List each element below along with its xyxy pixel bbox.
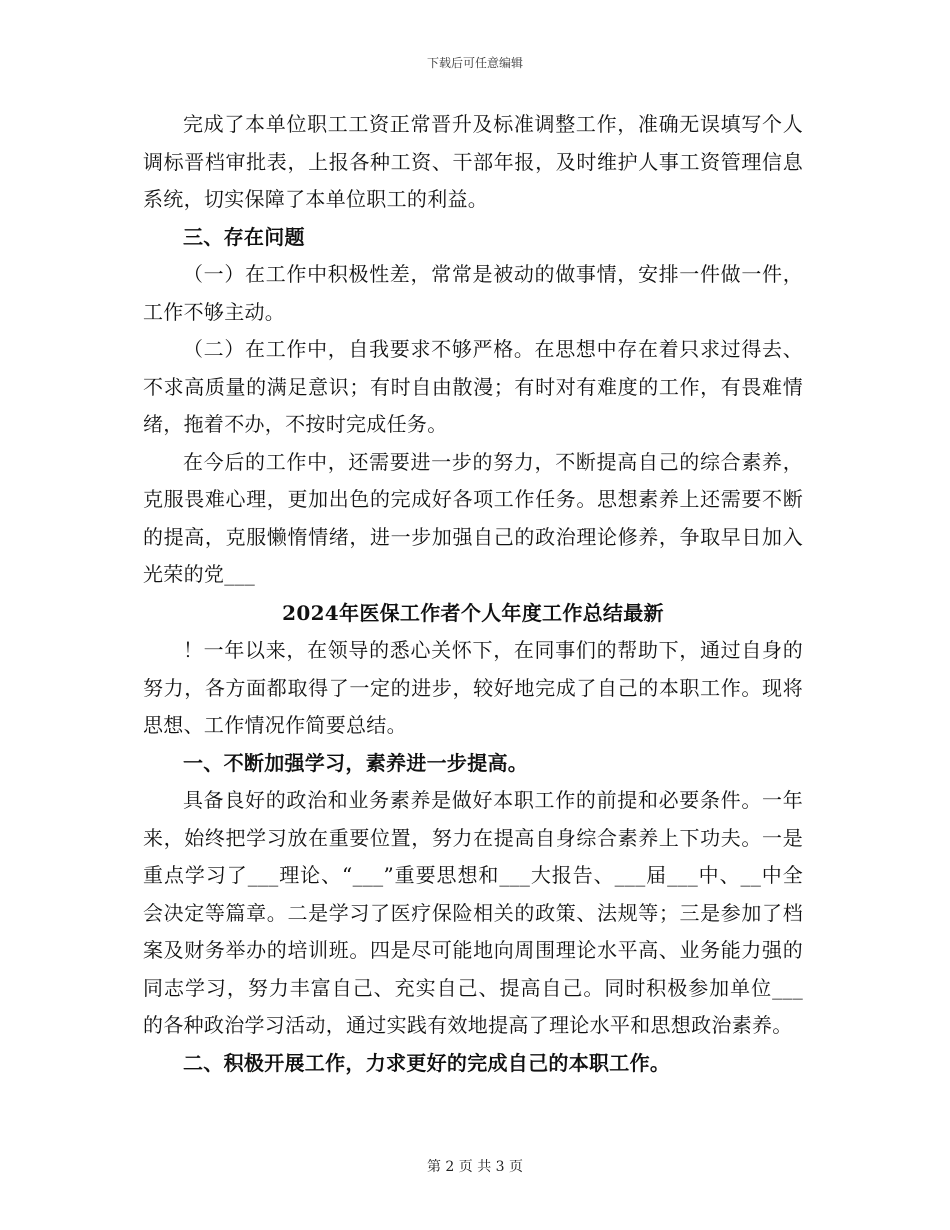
paragraph: （一）在工作中积极性差，常常是被动的做事情，安排一件做一件，工作不够主动。 [143,262,803,324]
section-heading: 一、不断加强学习，素养进一步提高。 [183,750,529,775]
page-number: 第 2 页 共 3 页 [426,1159,524,1175]
section-heading: 三、存在问题 [183,224,305,249]
document-title: 2024年医保工作者个人年度工作总结最新 [282,600,664,625]
paragraph: 具备良好的政治和业务素养是做好本职工作的前提和必要条件。一年来，始终把学习放在重要位置，努力在提高自身综合素养上下功夫。一是重点学习了___理论、“___”重要思想和___大报告、___届___中、__中全会决定等篇章。二是学习了医疗保险相关的政策、法规等；三是参加了档案及财务举办的培训班。四是尽可能地向周围理论水平高、业务能力强的同志学习，努力丰富自己、充实自己、提高自己。同时积极参加单位___的各种政治学习活动，通过实践有效地提高了理论水平和思想政治素养。 [143,788,803,1037]
document-body [143,106,803,1082]
header-note: 下载后可任意编辑 [426,56,523,70]
paragraph: （二）在工作中，自我要求不够严格。在思想中存在着只求过得去、不求高质量的满足意识；有时自由散漫；有时对有难度的工作，有畏难情绪，拖着不办，不按时完成任务。 [143,337,803,436]
paragraph: 完成了本单位职工工资正常晋升及标准调整工作，准确无误填写个人调标晋档审批表，上报各种工资、干部年报，及时维护人事工资管理信息系统，切实保障了本单位职工的利益。 [143,112,803,211]
section-heading: 二、积极开展工作，力求更好的完成自己的本职工作。 [183,1050,671,1075]
paragraph: ！一年以来，在领导的悉心关怀下，在同事们的帮助下，通过自身的努力，各方面都取得了一定的进步，较好地完成了自己的本职工作。现将思想、工作情况作简要总结。 [143,638,803,737]
paragraph: 在今后的工作中，还需要进一步的努力，不断提高自己的综合素养，克服畏难心理，更加出色的完成好各项工作任务。思想素养上还需要不断的提高，克服懒惰情绪，进一步加强自己的政治理论修养，争取早日加入光荣的党___ [143,449,803,586]
